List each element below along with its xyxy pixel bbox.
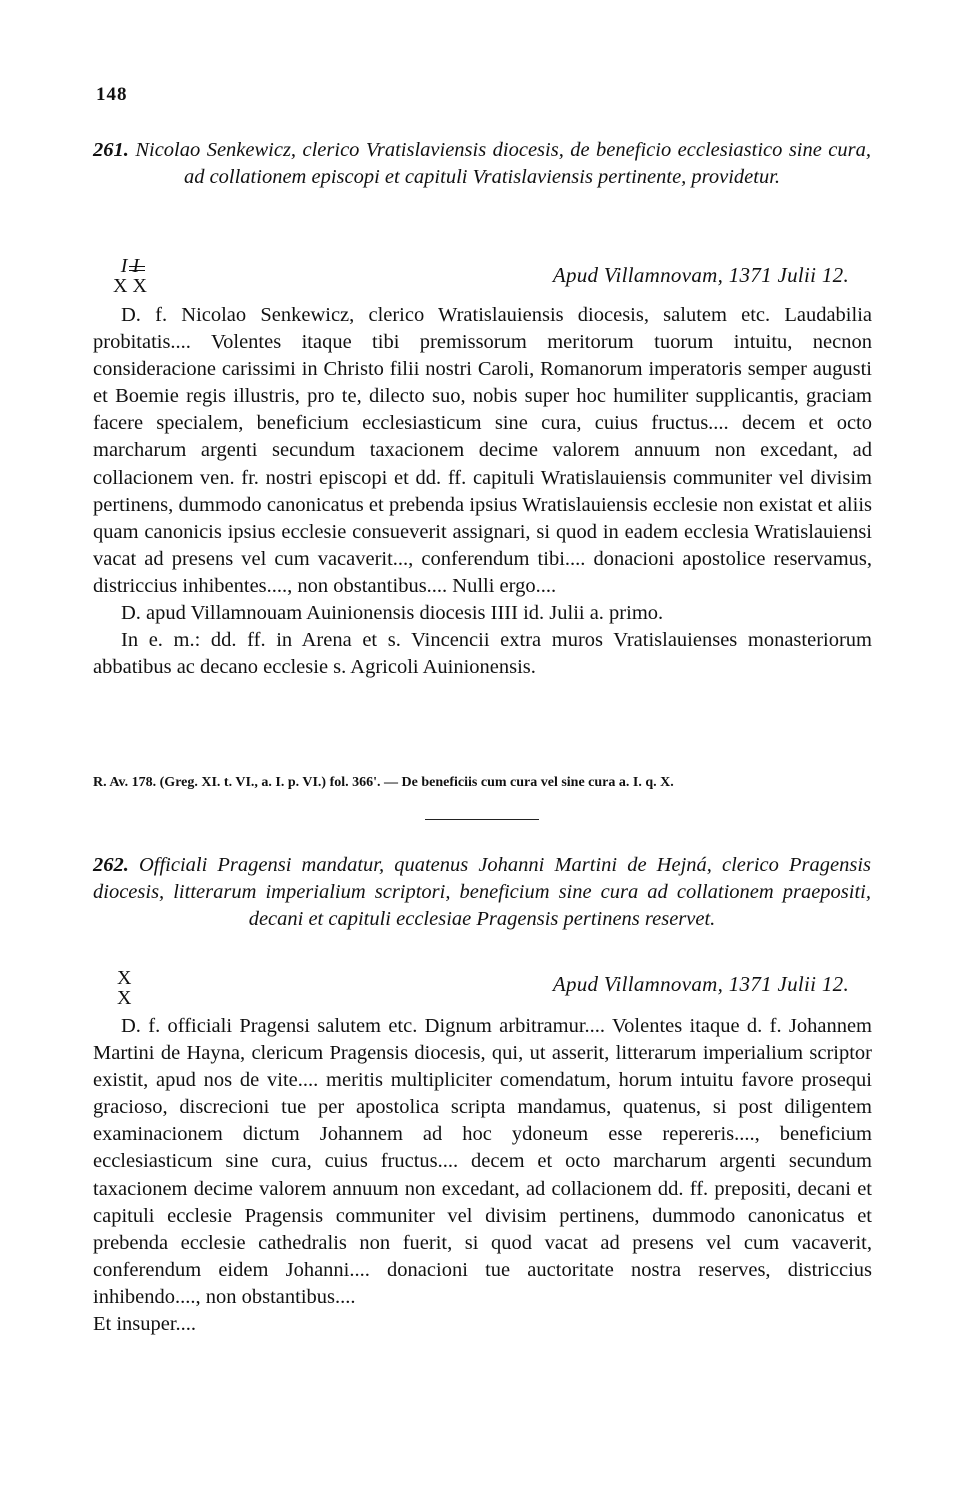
divider [425,819,539,820]
entry-261-body [93,302,872,681]
sign-rule [129,270,145,271]
regest-text: Officiali Pragensi mandatur, quatenus Johanni Martini de Hejná, clerico Pragensis diocesis, litterarum imperialium scriptori, beneficium sine cura ad collationem praepositi, decani et capituli ecclesiae Pragensis pertinens reservet. [93,854,871,930]
body-paragraph: D. apud Villamnouam Auinionensis diocesis IIII id. Julii a. primo. [121,602,664,625]
chancery-sign [113,256,147,296]
body-paragraph: D. f. officiali Pragensi salutem etc. Dignum arbitramur.... Volentes itaque d. f. Johannem Martini de Hayna, clericum Pragensis diocesis, qui, ut asserit, litterarum imperialium scriptor existit, apud nos de vite.... meritis multipliciter comendatum, horum intuitu favore prosequi gracioso, discrecioni tue per apostolica scripta mandamus, quatenus, si post diligentem examinacionem dictum Johannem ad hoc ydoneum esse repereris...., beneficium ecclesiasticum sine cura, cuius fructus.... decem et octo marcharum argenti secundum taxacionem decime valorem annuum non excedant, ad collacionem dd. ff. prepositi, decani et capituli ecclesie Pragensis communiter vel divisim pertinens, dummodo canonicatus et prebenda ecclesie cathedralis non fuerit, si quod vacat ad presens vel cum vacaverit, conferendum eidem Johanni.... donacioni tue auctoritate nostra reserves, districcius inhibendo...., non obstantibus.... [93,1015,872,1308]
regest-text: Nicolao Senkewicz, clerico Vratislaviensis diocesis, de beneficio ecclesiastico sine cura, ad collationem episcopi et capituli Vratislaviensis pertinente, providetur. [135,139,871,188]
body-paragraph: In e. m.: dd. ff. in Arena et s. Vincencii extra muros Vratislauienses monasteriorum abbatibus ac decano ecclesie s. Agricoli Auinionensis. [93,629,872,679]
entry-262-body [93,1013,872,1338]
entry-261-dating [93,256,871,296]
place-date: Apud Villamnovam, 1371 Julii 12. [552,263,849,287]
entry-261-regest [93,137,871,191]
sign-bottom: X X [113,275,147,297]
body-paragraph: D. f. Nicolao Senkewicz, clerico Wratislauiensis diocesis, salutem etc. Laudabilia probitatis.... Volentes itaque tibi premissorum meritorum tuorum intuitu, necnon consideracione carissimi in Christo filii nostri Caroli, Romanorum imperatoris semper augusti et Boemie regis illustris, pro te, dilecto suo, nobis super hoc humiliter supplicantis, graciam facere specialem, beneficium ecclesiasticum sine cura, cuius fructus.... decem et octo marcharum argenti secundum taxacionem decime valorem annuum non excedant, ad collacionem ven. fr. nostri episcopi et dd. ff. capituli Wratislauiensis communiter vel divisim pertinens, dummodo canonicatus et prebenda ipsius Wratislauiensis ecclesie non existat et aliis quam canonicis ipsius ecclesie consueverit assignari, si quod in eadem ecclesia Wratislauiensi vacat ad presens vel cum vacaverit..., conferendum tibi.... donacioni apostolice reservamus, districcius inhibentes...., non obstantibus.... Nulli ergo.... [93,304,872,597]
sign-rule [129,266,145,267]
body-paragraph: Et insuper.... [93,1313,197,1336]
entry-262-dating [93,968,871,1008]
chancery-sign [117,968,131,1008]
sign-bottom: X [117,987,132,1009]
place-date: Apud Villamnovam, 1371 Julii 12. [552,972,849,996]
entry-262-regest [93,852,871,933]
sign-top: X [117,967,132,989]
page-number: 148 [96,84,128,105]
entry-number: 261. [93,139,129,161]
entry-number: 262. [93,854,129,876]
source-note: R. Av. 178. (Greg. XI. t. VI., a. I. p. VI.) fol. 366'. — De beneficiis cum cura vel sine cura a. I. q. X. [93,775,674,790]
sign-top: I I [120,255,140,277]
